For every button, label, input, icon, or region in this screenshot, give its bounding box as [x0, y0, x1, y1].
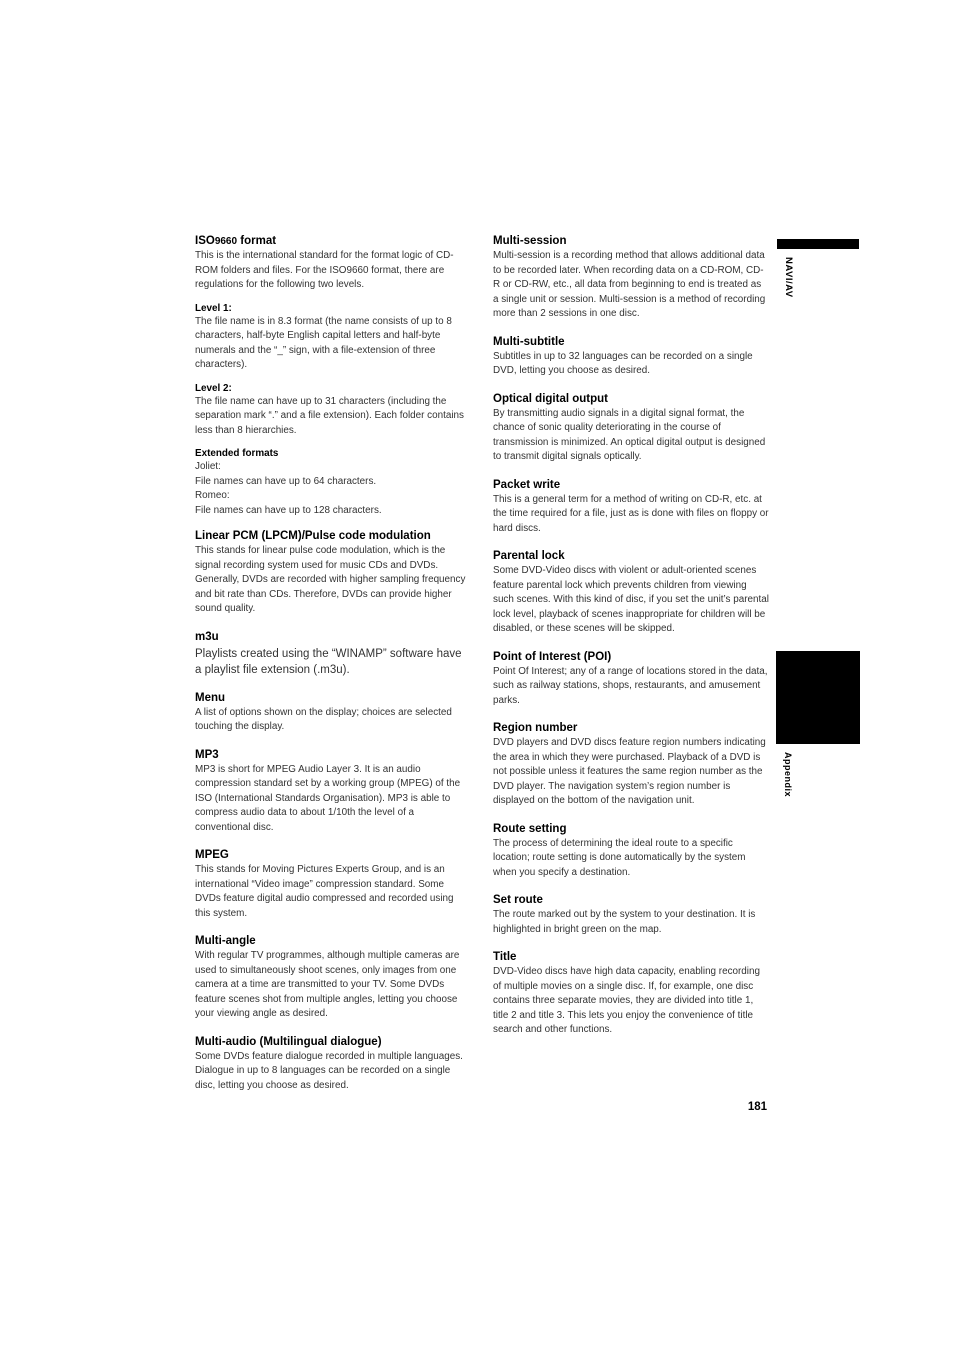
entry-extended-formats: [195, 448, 470, 518]
appendix-tab-label: Appendix: [783, 752, 793, 798]
term-multi-subtitle: Multi-subtitle: [493, 335, 565, 348]
entry-multi-session: [493, 234, 769, 322]
lpcm-definition: This stands for linear pulse code modulation, which is the signal recording system used for music CDs and DVDs. Generally, DVDs are recorded with higher sampling frequency and bit rate than CDs. Therefore, DVDs can provide higher sound quality.: [195, 545, 466, 614]
level1-heading: Level 1:: [195, 302, 232, 314]
term-optical-digital-output: Optical digital output: [493, 392, 608, 405]
entry-parental-lock: [493, 549, 769, 637]
extended-line-romeo-limit: File names can have up to 128 characters.: [195, 504, 382, 516]
term-packet-write: Packet write: [493, 478, 561, 491]
poi-definition: Point Of Interest; any of a range of locations stored in the data, such as railway stations, shops, restaurants, and amusement parks.: [493, 665, 768, 706]
level2-heading: Level 2:: [195, 382, 232, 394]
entry-multi-angle: [195, 934, 470, 1022]
extended-formats-heading: Extended formats: [195, 448, 279, 459]
extended-line-joliet-limit: File names can have up to 64 characters.: [195, 475, 377, 487]
term-menu: Menu: [195, 691, 226, 704]
entry-level2: [195, 383, 470, 439]
entry-mp3: [195, 748, 470, 836]
multi-angle-definition: With regular TV programmes, although multiple cameras are used to simultaneously shoot scenes, only images from one camera at a time are transmitted to your TV. Some DVDs feature scenes shot from multiple angles, letting you choose your viewing angle as desired.: [195, 950, 460, 1019]
entry-optical-digital-output: [493, 392, 769, 465]
term-mp3: MP3: [195, 748, 219, 761]
term-set-route: Set route: [493, 894, 543, 906]
term-mpeg: MPEG: [195, 849, 229, 861]
term-parental-lock: Parental lock: [493, 550, 565, 562]
multi-audio-definition: Some DVDs feature dialogue recorded in multiple languages. Dialogue in up to 8 languages can be recorded on a single disc, letting you choose as desired.: [195, 1050, 463, 1091]
entry-menu: [195, 691, 470, 735]
term-route-setting: Route setting: [493, 822, 567, 835]
left-column: [195, 234, 470, 1093]
set-route-definition: The route marked out by the system to your destination. It is highlighted in bright green on the map.: [493, 909, 756, 935]
entry-m3u: [195, 630, 470, 678]
appendix-tab-block: [776, 651, 860, 744]
entry-set-route: [493, 893, 769, 937]
entry-poi: [493, 650, 769, 709]
level2-text: The file name can have up to 31 characters (including the separation mark “.” and a file extension). Each folder contains less than 8 hierarchies.: [195, 395, 464, 436]
page-number: 181: [747, 1101, 767, 1113]
packet-write-definition: This is a general term for a method of writing on CD-R, etc. at the time required for a file, just as is done with files on floppy or hard discs.: [493, 493, 769, 534]
route-setting-definition: The process of determining the ideal route to a specific location; route setting is done automatically by the system when you specify a destination.: [493, 837, 746, 878]
region-number-definition: DVD players and DVD discs feature region numbers indicating the area in which they were purchased. Playback of a DVD is not possible unless it features the same region number as the DVD player. The navigation system’s region number is displayed on the bottom of the navigation unit.: [493, 737, 766, 806]
title-definition: DVD-Video discs have high data capacity, enabling recording of multiple movies on a single disc. If, for example, one disc contains three separate movies, they are divided into title 1, title 2 and title 3. This lets you enjoy the convenience of title search and other functions.: [493, 966, 760, 1035]
extended-line-joliet: Joliet:: [195, 461, 221, 472]
term-multi-angle: Multi-angle: [195, 935, 256, 947]
extended-line-romeo: Romeo:: [195, 490, 230, 501]
level1-text: The file name is in 8.3 format (the name consists of up to 8 characters, half-byte English capital letters and half-byte numerals and the “_” sign, with a file-extension of three characters).: [195, 315, 452, 370]
entry-multi-subtitle: [493, 335, 769, 379]
iso9660-definition: This is the international standard for the format logic of CD-ROM folders and files. For the ISO9660 format, there are regulations for the following two levels.: [195, 250, 454, 290]
entry-level1: [195, 303, 470, 373]
entry-multi-audio: [195, 1035, 470, 1094]
optical-digital-output-definition: By transmitting audio signals in a digital signal format, the chance of sonic quality deteriorating in the course of transmission is minimized. An optical digital output is designed to transmit digital signals optically.: [493, 407, 766, 462]
entry-route-setting: [493, 822, 769, 881]
menu-definition: A list of options shown on the display; choices are selected touching the display.: [195, 706, 452, 732]
navi-av-tab-label: NAVI/AV: [783, 257, 794, 298]
m3u-definition: Playlists created using the “WINAMP” software have a playlist file extension (.m3u).: [195, 647, 462, 676]
entry-mpeg: [195, 848, 470, 921]
entry-title: [493, 950, 769, 1038]
mp3-definition: MP3 is short for MPEG Audio Layer 3. It is an audio compression standard set by a working group (MPEG) of the ISO (International Standards Organisation). MP3 is able to compress audio data to about 1/10th the level of a conventional disc.: [195, 763, 461, 833]
navi-av-tab-bar: [777, 239, 859, 249]
mpeg-definition: This stands for Moving Pictures Experts Group, and is an international “Video image” compression standard. Some DVDs feature digital audio compressed and recorded using this system.: [195, 864, 454, 919]
right-column: [493, 234, 769, 1038]
entry-iso9660: [195, 234, 470, 293]
term-poi: Point of Interest (POI): [493, 650, 612, 663]
multi-subtitle-definition: Subtitles in up to 32 languages can be recorded on a single DVD, letting you choose as desired.: [493, 350, 753, 376]
entry-lpcm: [195, 529, 470, 617]
term-region-number: Region number: [493, 722, 578, 734]
term-m3u: m3u: [195, 630, 219, 643]
term-title: Title: [493, 951, 517, 963]
entry-packet-write: [493, 478, 769, 537]
term-iso9660-format: ISO9660 format: [195, 235, 277, 247]
term-multi-audio: Multi-audio (Multilingual dialogue): [195, 1035, 382, 1048]
term-lpcm: Linear PCM (LPCM)/Pulse code modulation: [195, 530, 431, 542]
term-multi-session: Multi-session: [493, 235, 567, 247]
multi-session-definition: Multi-session is a recording method that allows additional data to be recorded later. When recording data on a CD-ROM, CD-R or CD-RW, etc., all data from beginning to end is treated as a single unit or session. Multi-session is a method of recording more than 2 sessions in one disc.: [493, 250, 766, 319]
parental-lock-definition: Some DVD-Video discs with violent or adult-oriented scenes feature parental lock which prevents children from viewing such scenes. With this kind of disc, if you set the unit’s parental lock level, playback of scenes inappropriate for children will be disabled, or these scenes will be skipped.: [493, 565, 769, 634]
entry-region-number: [493, 721, 769, 809]
